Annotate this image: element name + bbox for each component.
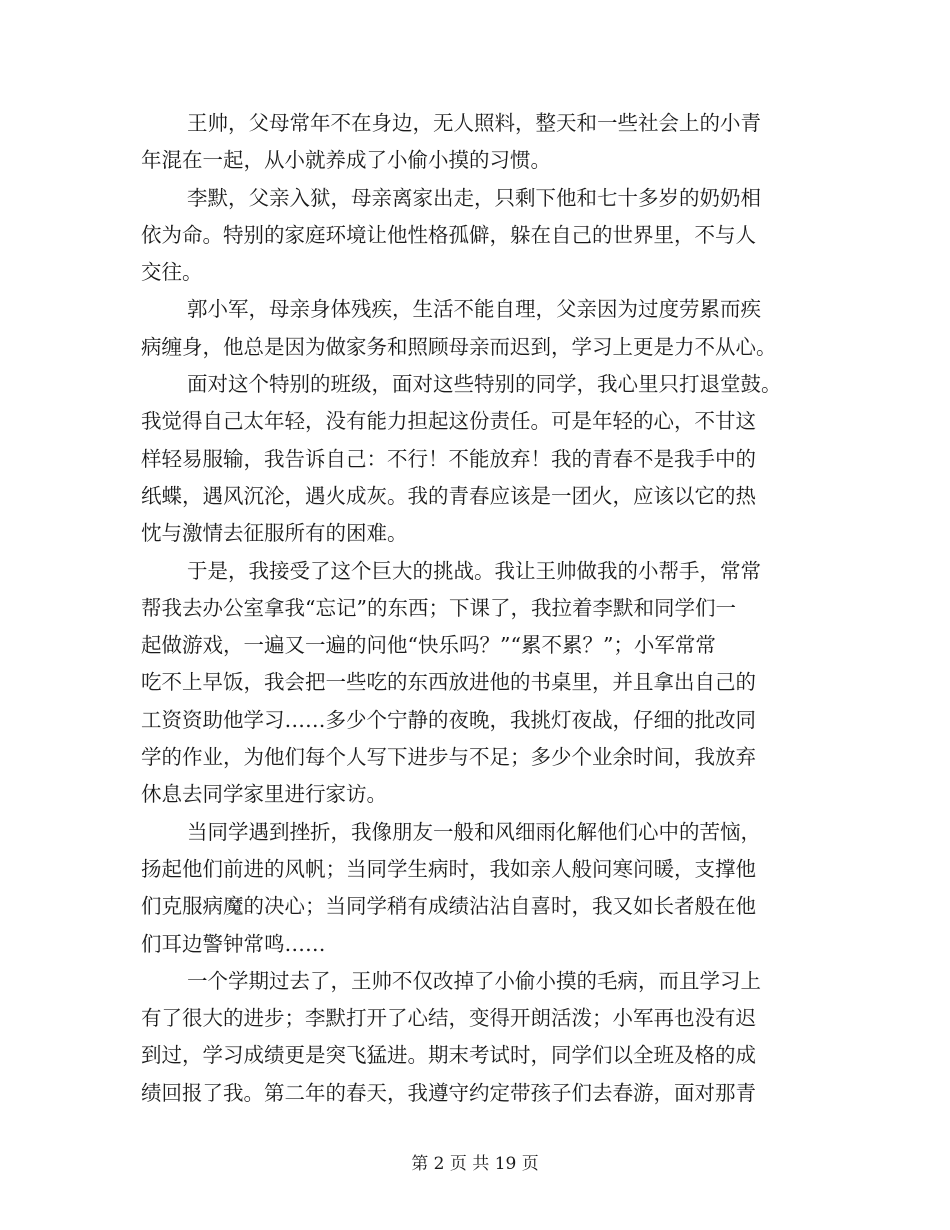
body-text [141, 105, 801, 1112]
text-line: 有了很大的进步；李默打开了心结，变得开朗活泼；小军再也没有迟 [141, 1006, 756, 1031]
text-line: 绩回报了我。第二年的春天，我遵守约定带孩子们去春游，面对那青 [141, 1080, 756, 1105]
text-line: 当同学遇到挫折，我像朋友一般和风细雨化解他们心中的苦恼， [187, 819, 761, 844]
text-line: 帮我去办公室拿我“忘记”的东西；下课了，我拉着李默和同学们一 [141, 595, 736, 620]
text-line: 扬起他们前进的风帆；当同学生病时，我如亲人般问寒问暖，支撑他 [141, 856, 756, 881]
text-line: 们耳边警钟常鸣…… [141, 931, 326, 956]
text-line: 郭小军，母亲身体残疾，生活不能自理，父亲因为过度劳累而疾 [187, 297, 761, 322]
paragraph-semester [141, 963, 801, 1112]
text-line: 们克服病魔的决心；当同学稍有成绩沾沾自喜时，我又如长者般在他 [141, 894, 756, 919]
text-line: 到过，学习成绩更是突飞猛进。期末考试时，同学们以全班及格的成 [141, 1043, 756, 1068]
paragraph-guoxiaojun [141, 291, 801, 366]
text-line: 吃不上早饭，我会把一些吃的东西放进他的书桌里，并且拿出自己的 [141, 670, 756, 695]
paragraph-facing-class [141, 366, 801, 552]
paragraph-limo [141, 180, 801, 292]
text-line: 交往。 [141, 260, 203, 285]
text-line: 于是，我接受了这个巨大的挑战。我让王帅做我的小帮手，常常 [187, 558, 761, 583]
text-line: 工资资助他学习……多少个宁静的夜晚，我挑灯夜战，仔细的批改同 [141, 707, 756, 732]
text-line: 纸蝶，遇风沉沦，遇火成灰。我的青春应该是一团火，应该以它的热 [141, 483, 756, 508]
paragraph-support [141, 814, 801, 963]
text-line: 起做游戏，一遍又一遍的问他“快乐吗？”“累不累？”；小军常常 [141, 633, 716, 658]
paragraph-wangshuai [141, 105, 801, 180]
text-line: 学的作业，为他们每个人写下进步与不足；多少个业余时间，我放弃 [141, 745, 756, 770]
text-line: 休息去同学家里进行家访。 [141, 782, 387, 807]
text-line: 李默，父亲入狱，母亲离家出走，只剩下他和七十多岁的奶奶相 [187, 185, 761, 210]
text-line: 面对这个特别的班级，面对这些特别的同学，我心里只打退堂鼓。 [187, 372, 782, 397]
text-line: 一个学期过去了，王帅不仅改掉了小偷小摸的毛病，而且学习上 [187, 968, 761, 993]
text-line: 依为命。特别的家庭环境让他性格孤僻，躲在自己的世界里，不与人 [141, 222, 756, 247]
text-line: 我觉得自己太年轻，没有能力担起这份责任。可是年轻的心，不甘这 [141, 409, 756, 434]
text-line: 样轻易服输，我告诉自己：不行！不能放弃！我的青春不是我手中的 [141, 446, 756, 471]
page-number: 第 2 页 共 19 页 [411, 1154, 539, 1174]
text-line: 年混在一起，从小就养成了小偷小摸的习惯。 [141, 148, 551, 173]
text-line: 忱与激情去征服所有的困难。 [141, 521, 408, 546]
text-line: 病缠身，他总是因为做家务和照顾母亲而迟到，学习上更是力不从心。 [141, 334, 777, 359]
text-line: 王帅，父母常年不在身边，无人照料，整天和一些社会上的小青 [187, 111, 761, 135]
paragraph-challenge [141, 553, 801, 814]
